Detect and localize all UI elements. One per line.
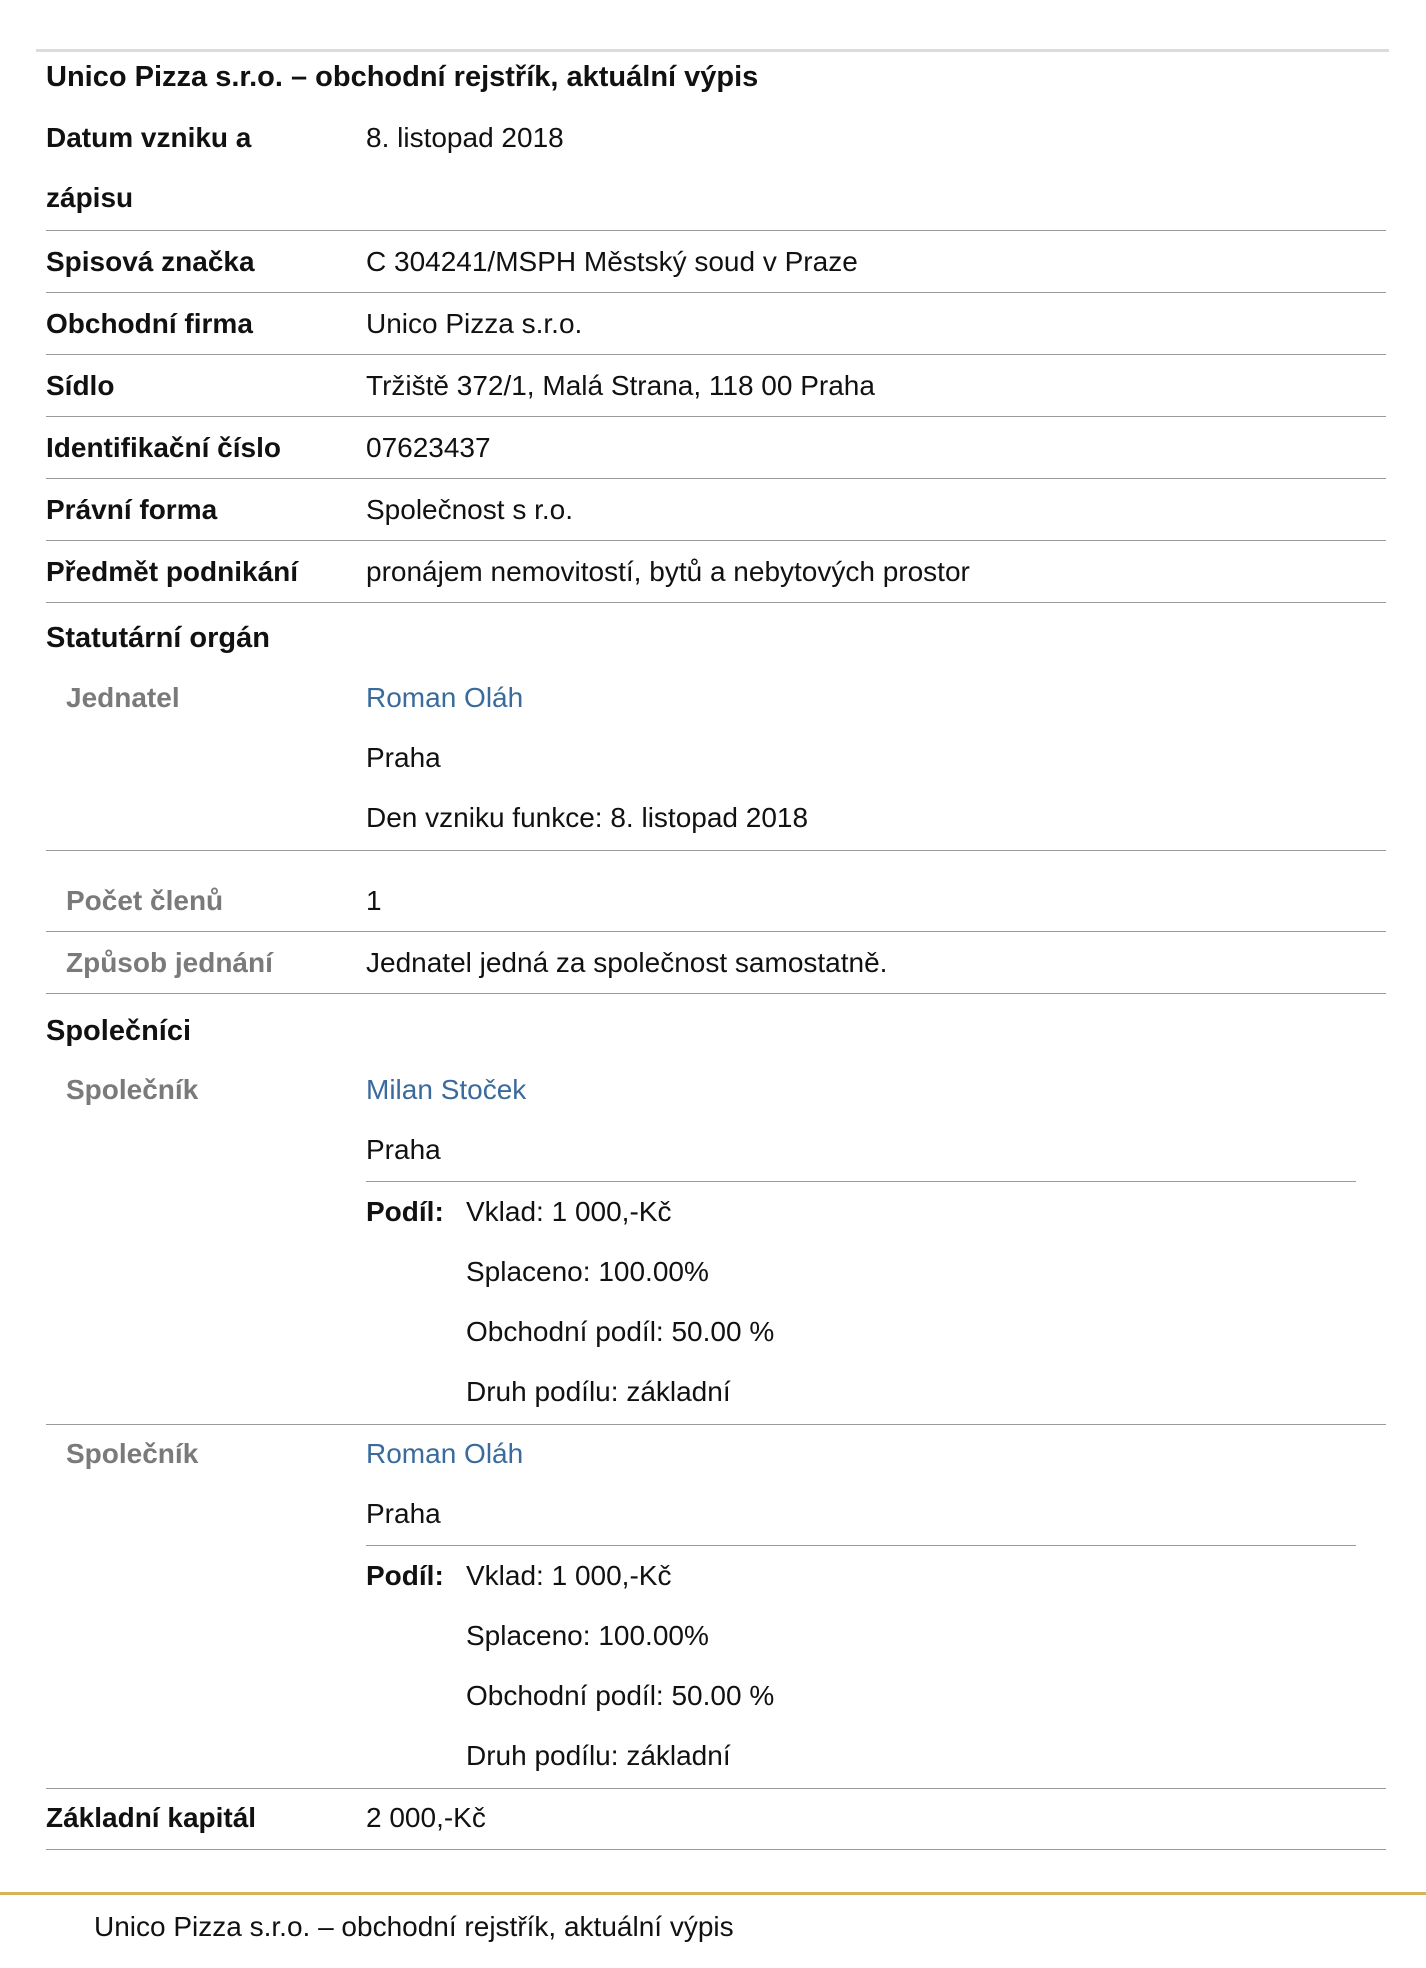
share-business-stake: Obchodní podíl: 50.00 % — [466, 1680, 775, 1711]
row-divider — [46, 540, 1386, 541]
founding-date-value: 8. listopad 2018 — [366, 122, 564, 153]
share-type: Druh podílu: základní — [466, 1376, 731, 1407]
legal-form-label: Právní forma — [46, 494, 218, 525]
representation-label: Způsob jednání — [66, 947, 273, 978]
share-deposit: Vklad: 1 000,-Kč — [466, 1196, 672, 1227]
member-count-value: 1 — [366, 885, 382, 916]
share-divider — [366, 1545, 1356, 1546]
executive-label: Jednatel — [66, 682, 180, 713]
row-divider — [46, 1849, 1386, 1850]
row-divider — [46, 354, 1386, 355]
registered-capital-value: 2 000,-Kč — [366, 1802, 486, 1833]
share-paid: Splaceno: 100.00% — [466, 1620, 709, 1651]
company-id-label: Identifikační číslo — [46, 432, 281, 463]
share-type: Druh podílu: základní — [466, 1740, 731, 1771]
representation-value: Jednatel jedná za společnost samostatně. — [366, 947, 888, 978]
row-divider — [46, 1788, 1386, 1789]
business-subject-label: Předmět podnikání — [46, 556, 299, 587]
founding-date-label-line1: Datum vzniku a — [46, 122, 252, 153]
share-label: Podíl: — [366, 1196, 444, 1227]
row-divider — [46, 1424, 1386, 1425]
partner-city: Praha — [366, 1498, 441, 1529]
row-divider — [46, 602, 1386, 603]
share-divider — [366, 1181, 1356, 1182]
footer-caption: Unico Pizza s.r.o. – obchodní rejstřík, aktuální výpis — [94, 1911, 734, 1942]
row-divider — [46, 931, 1386, 932]
member-count-label: Počet členů — [66, 885, 224, 916]
company-name-label: Obchodní firma — [46, 308, 253, 339]
top-divider — [36, 49, 1389, 52]
partners-heading: Společníci — [46, 1015, 192, 1047]
business-subject-value: pronájem nemovitostí, bytů a nebytových prostor — [366, 556, 970, 587]
executive-city: Praha — [366, 742, 441, 773]
partner-name-link[interactable]: Roman Oláh — [366, 1438, 524, 1469]
document-title: Unico Pizza s.r.o. – obchodní rejstřík, aktuální výpis — [46, 61, 759, 93]
partner-name-link[interactable]: Milan Stoček — [366, 1074, 527, 1105]
executive-name-link[interactable]: Roman Oláh — [366, 682, 524, 713]
share-paid: Splaceno: 100.00% — [466, 1256, 709, 1287]
company-name-value: Unico Pizza s.r.o. — [366, 308, 583, 339]
partner-city: Praha — [366, 1134, 441, 1165]
share-label: Podíl: — [366, 1560, 444, 1591]
row-divider — [46, 478, 1386, 479]
share-business-stake: Obchodní podíl: 50.00 % — [466, 1316, 775, 1347]
row-divider — [46, 850, 1386, 851]
seat-value: Tržiště 372/1, Malá Strana, 118 00 Praha — [366, 370, 875, 401]
footer-divider — [0, 1892, 1426, 1895]
share-deposit: Vklad: 1 000,-Kč — [466, 1560, 672, 1591]
executive-function-start: Den vzniku funkce: 8. listopad 2018 — [366, 802, 809, 833]
founding-date-label-line2: zápisu — [46, 182, 134, 213]
row-divider — [46, 292, 1386, 293]
partner-label: Společník — [66, 1438, 199, 1469]
statutory-body-heading: Statutární orgán — [46, 622, 270, 654]
row-divider — [46, 993, 1386, 994]
file-number-value: C 304241/MSPH Městský soud v Praze — [366, 246, 858, 277]
company-id-value: 07623437 — [366, 432, 491, 463]
partner-label: Společník — [66, 1074, 199, 1105]
registered-capital-label: Základní kapitál — [46, 1802, 257, 1833]
legal-form-value: Společnost s r.o. — [366, 494, 574, 525]
seat-label: Sídlo — [46, 370, 115, 401]
register-extract — [36, 49, 1389, 1859]
file-number-label: Spisová značka — [46, 246, 255, 277]
row-divider — [46, 230, 1386, 231]
row-divider — [46, 416, 1386, 417]
